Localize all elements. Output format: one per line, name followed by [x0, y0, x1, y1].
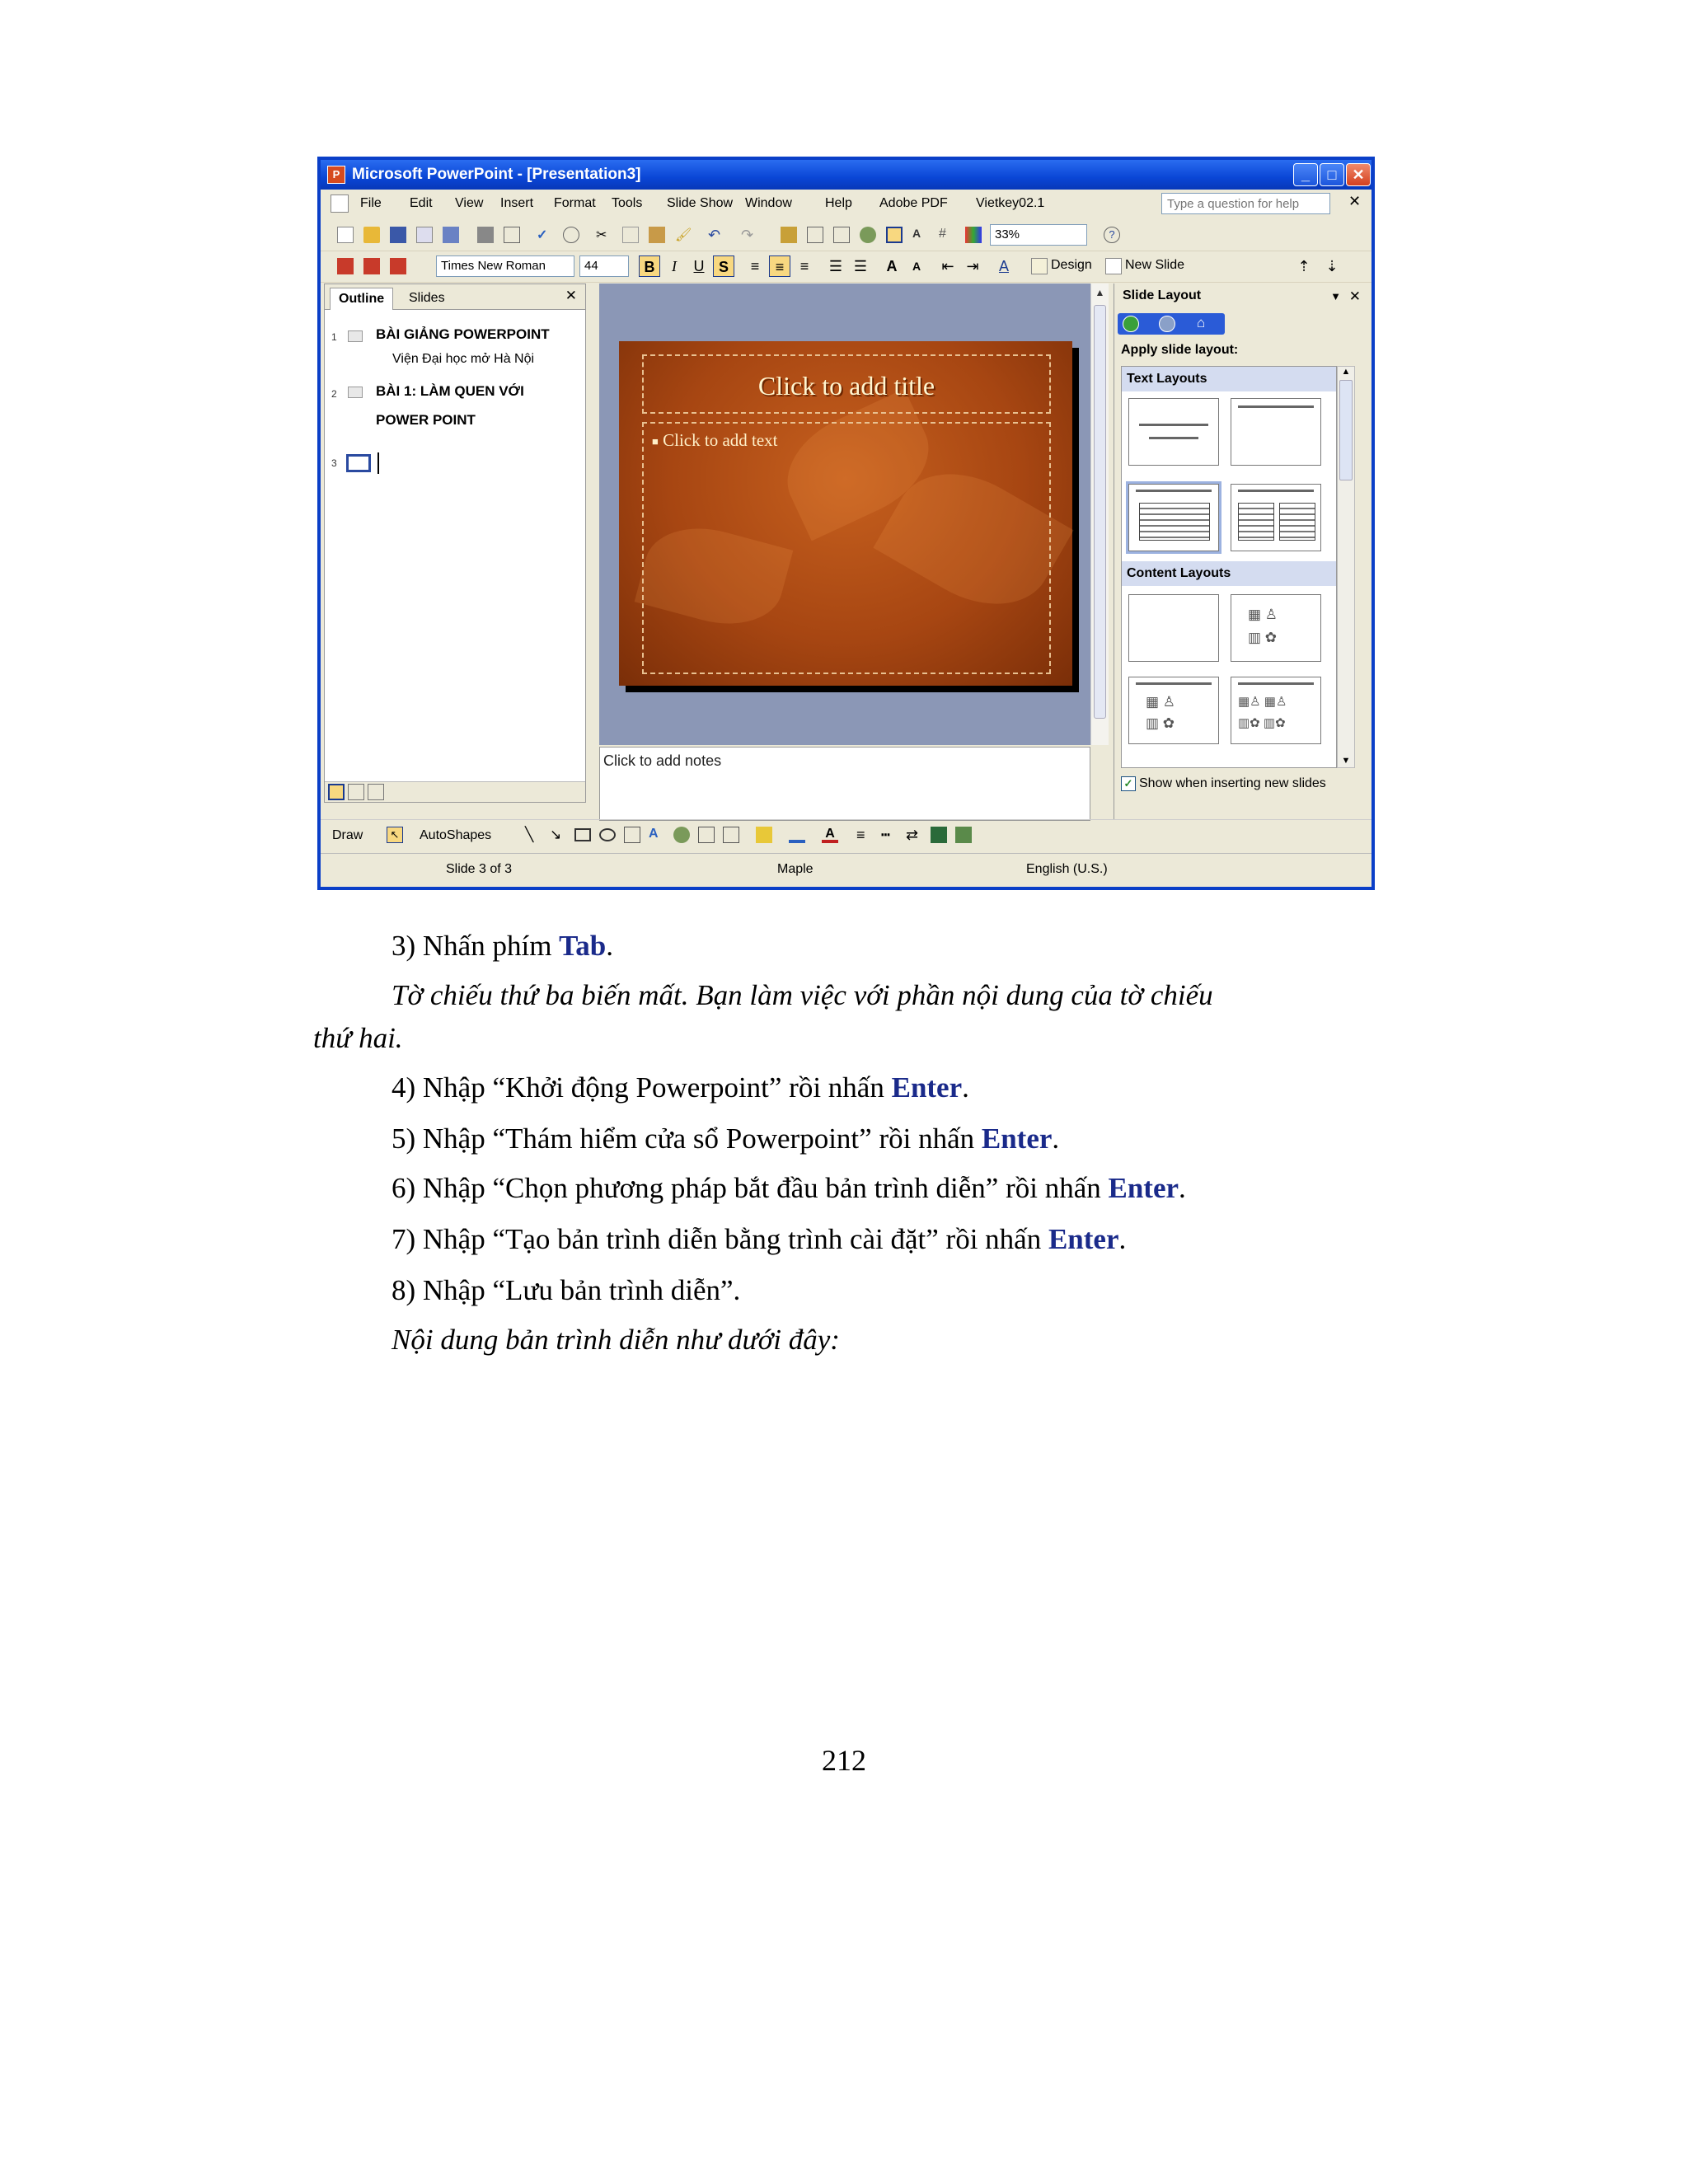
dash-style-icon[interactable]: ┅ — [881, 827, 890, 843]
layout-title-and-two-content[interactable] — [1231, 677, 1321, 744]
scroll-thumb[interactable] — [1094, 305, 1106, 719]
line-color-icon[interactable] — [789, 827, 805, 843]
slide-layout-task-pane — [1114, 284, 1369, 819]
outline-item-title[interactable]: BÀI 1: LÀM QUEN VỚI — [376, 383, 524, 399]
outline-tabs — [325, 284, 585, 310]
permission-icon[interactable] — [416, 227, 433, 243]
back-icon[interactable] — [1123, 316, 1139, 332]
layout-content[interactable] — [1231, 594, 1321, 662]
draw-menu-button[interactable]: Draw — [332, 828, 363, 842]
autoshapes-menu-button[interactable]: AutoShapes — [420, 828, 492, 842]
maximize-button[interactable]: □ — [1320, 163, 1344, 186]
shadow-button[interactable]: S — [713, 255, 734, 277]
convert-to-pdf-email-icon[interactable] — [363, 258, 380, 274]
italic-button[interactable]: I — [672, 258, 677, 274]
oval-icon[interactable] — [599, 828, 616, 841]
outline-item-subtitle[interactable]: POWER POINT — [376, 412, 476, 428]
slide-editing-area — [599, 284, 1090, 745]
3d-style-icon[interactable] — [955, 827, 972, 843]
print-preview-icon[interactable] — [504, 227, 520, 243]
slide-sorter-view-icon[interactable] — [348, 784, 364, 800]
window-title: Microsoft PowerPoint - [Presentation3] — [352, 166, 641, 183]
step-6 — [392, 1172, 1186, 1205]
bold-button[interactable]: B — [639, 255, 660, 277]
line-style-icon[interactable]: ≡ — [856, 827, 865, 843]
period: . — [1179, 1172, 1186, 1204]
standard-toolbar — [321, 219, 1372, 251]
notes-pane[interactable]: Click to add notes — [599, 747, 1090, 821]
wordart-icon[interactable]: A — [649, 827, 659, 841]
zoom-select[interactable]: 33% — [990, 224, 1087, 246]
color-grayscale-icon[interactable] — [965, 227, 982, 243]
menu-help[interactable]: Help — [825, 196, 852, 210]
insert-diagram-icon[interactable] — [860, 227, 876, 243]
task-pane-navigation — [1118, 313, 1225, 335]
slide-show-view-icon[interactable] — [368, 784, 384, 800]
task-pane-close-icon[interactable]: ✕ — [1348, 288, 1361, 304]
title-bar — [321, 160, 1372, 190]
step-4-text: 4) Nhập “Khởi động Powerpoint” rồi nhấn — [392, 1071, 892, 1104]
slide-icon — [348, 387, 363, 398]
align-left-icon[interactable]: ≡ — [750, 258, 760, 274]
diagram-icon[interactable] — [673, 827, 690, 843]
drawing-toolbar — [321, 819, 1372, 851]
powerpoint-window — [317, 157, 1375, 890]
home-icon[interactable]: ⌂ — [1197, 315, 1206, 330]
numbering-icon[interactable]: ☰ — [828, 258, 843, 274]
design-button[interactable]: Design — [1051, 258, 1092, 272]
period: . — [962, 1071, 969, 1104]
step-4 — [392, 1071, 969, 1104]
menu-tools[interactable]: Tools — [612, 196, 643, 210]
layout-list — [1121, 366, 1337, 768]
show-formatting-icon[interactable]: A — [912, 227, 921, 240]
powerpoint-app-icon: P — [327, 166, 345, 184]
research-icon[interactable] — [563, 227, 579, 243]
shadow-style-icon[interactable] — [931, 827, 947, 843]
email-icon[interactable] — [443, 227, 459, 243]
menu-view[interactable]: View — [455, 196, 484, 210]
rectangle-icon[interactable] — [574, 828, 591, 841]
step-5 — [392, 1122, 1059, 1155]
help-close-icon[interactable]: ✕ — [1348, 193, 1362, 209]
layout-title-and-content[interactable] — [1128, 677, 1219, 744]
design-icon[interactable] — [1031, 258, 1048, 274]
tab-slides[interactable]: Slides — [409, 291, 445, 305]
align-center-icon[interactable]: ≡ — [769, 255, 790, 277]
tab-key: Tab — [559, 930, 607, 962]
select-pointer-icon[interactable]: ↖ — [387, 827, 403, 843]
bullets-icon[interactable]: ☰ — [853, 258, 868, 274]
step-7 — [392, 1223, 1126, 1256]
text-box-icon[interactable] — [624, 827, 640, 843]
help-search-input[interactable] — [1161, 193, 1330, 214]
new-slide-button[interactable]: New Slide — [1125, 258, 1185, 272]
content-placeholder-icon: ▦♙ ▦♙ — [1238, 695, 1287, 709]
status-slide-count: Slide 3 of 3 — [446, 862, 513, 876]
content-layouts-header: Content Layouts — [1122, 561, 1336, 586]
layout-title-and-text[interactable] — [1128, 484, 1219, 551]
period: . — [1118, 1223, 1127, 1255]
arrow-style-icon[interactable]: ⇄ — [906, 827, 919, 843]
arrow-icon[interactable]: ↘ — [550, 827, 562, 842]
page-number: 212 — [822, 1744, 866, 1777]
expand-all-icon[interactable] — [886, 227, 903, 243]
scroll-thumb[interactable] — [1339, 380, 1353, 480]
convert-to-pdf-icon[interactable] — [337, 258, 354, 274]
move-up-icon[interactable]: ⇡ — [1297, 258, 1311, 274]
forward-icon[interactable] — [1159, 316, 1175, 332]
title-placeholder[interactable]: Click to add title — [642, 354, 1051, 414]
step-6-text: 6) Nhập “Chọn phương pháp bắt đầu bản trình diễn” rồi nhấn — [392, 1172, 1109, 1204]
status-language: English (U.S.) — [1026, 862, 1108, 876]
slide-canvas — [619, 341, 1072, 686]
spelling-icon[interactable]: ✓ — [537, 228, 548, 242]
fill-color-icon[interactable] — [756, 827, 772, 843]
body-placeholder-text: Click to add text — [663, 430, 778, 450]
font-color-draw-icon[interactable]: A — [822, 827, 838, 843]
close-button[interactable]: ✕ — [1346, 163, 1371, 186]
decrease-indent-icon[interactable]: ⇤ — [941, 258, 954, 274]
content-placeholder-icon: ▦ ♙ — [1146, 694, 1176, 710]
insert-table-icon[interactable] — [807, 227, 823, 243]
picture-icon[interactable] — [723, 827, 739, 843]
outline-item-number: 3 — [331, 457, 337, 469]
note-line-1: Tờ chiếu thứ ba biến mất. Bạn làm việc với phần nội dung của tờ chiếu — [392, 979, 1213, 1011]
menu-insert[interactable]: Insert — [500, 196, 534, 210]
formatting-toolbar — [321, 251, 1372, 283]
undo-icon[interactable]: ↶ — [708, 227, 721, 243]
step-3 — [392, 930, 613, 963]
outline-item-number: 2 — [331, 388, 337, 400]
format-painter-icon[interactable]: 🖌 — [675, 228, 692, 242]
content-placeholder-icon: ▥ ✿ — [1248, 630, 1278, 645]
align-right-icon[interactable]: ≡ — [799, 258, 809, 274]
outline-item-title[interactable]: BÀI GIẢNG POWERPOINT — [376, 326, 550, 342]
outline-close-icon[interactable]: ✕ — [565, 288, 577, 303]
save-icon[interactable] — [390, 227, 406, 243]
move-down-icon[interactable]: ⇣ — [1325, 258, 1339, 274]
apply-layout-label: Apply slide layout: — [1121, 343, 1239, 357]
decrease-font-icon[interactable]: A — [912, 260, 921, 273]
layout-blank[interactable] — [1128, 594, 1219, 662]
layout-list-scrollbar[interactable] — [1337, 366, 1355, 768]
bullet-icon: ■ — [652, 435, 659, 448]
copy-icon[interactable] — [622, 227, 639, 243]
content-placeholder-icon: ▥ ✿ — [1146, 715, 1175, 731]
minimize-button[interactable]: _ — [1293, 163, 1318, 186]
scroll-up-icon[interactable]: ▲ — [1095, 287, 1105, 298]
font-name-select[interactable]: Times New Roman — [436, 255, 574, 277]
new-slide-icon[interactable] — [1105, 258, 1122, 274]
status-design-name: Maple — [777, 862, 814, 876]
view-buttons — [325, 781, 585, 802]
normal-view-icon[interactable] — [328, 784, 345, 800]
enter-key: Enter — [891, 1071, 963, 1104]
task-pane-menu-icon[interactable]: ▼ — [1330, 290, 1341, 302]
step-8: 8) Nhập “Lưu bản trình diễn”. — [392, 1274, 741, 1306]
font-size-select[interactable]: 44 — [579, 255, 629, 277]
menu-edit[interactable]: Edit — [410, 196, 433, 210]
body-placeholder[interactable] — [642, 422, 1051, 674]
open-icon[interactable] — [363, 227, 380, 243]
tab-outline[interactable]: Outline — [330, 288, 393, 310]
convert-to-pdf-review-icon[interactable] — [390, 258, 406, 274]
slide-vertical-scrollbar[interactable] — [1090, 284, 1109, 745]
help-icon[interactable]: ? — [1104, 227, 1120, 243]
checkbox-checked-icon[interactable]: ✓ — [1121, 776, 1136, 791]
outline-item-number: 1 — [331, 331, 337, 343]
content-placeholder-icon: ▦ ♙ — [1248, 607, 1278, 622]
clip-art-icon[interactable] — [698, 827, 715, 843]
slide-icon — [348, 330, 363, 342]
increase-font-icon[interactable]: A — [886, 258, 898, 274]
line-icon[interactable]: ╲ — [525, 827, 534, 842]
document-icon — [331, 194, 349, 213]
layout-title-only[interactable] — [1231, 398, 1321, 466]
text-layouts-header: Text Layouts — [1122, 367, 1336, 391]
scroll-down-icon[interactable]: ▼ — [1341, 756, 1351, 766]
increase-indent-icon[interactable]: ⇥ — [966, 258, 979, 274]
outline-item-subtitle[interactable]: Viện Đại học mở Hà Nội — [392, 352, 535, 366]
underline-button[interactable]: U — [693, 258, 705, 274]
enter-key: Enter — [1048, 1223, 1119, 1255]
enter-key: Enter — [981, 1122, 1053, 1155]
layout-two-column-text[interactable] — [1231, 484, 1321, 551]
menu-file[interactable]: File — [360, 196, 382, 210]
new-icon[interactable] — [337, 227, 354, 243]
period: . — [1052, 1122, 1060, 1155]
insert-chart-icon[interactable] — [781, 227, 797, 243]
slide-icon-selected — [346, 454, 371, 472]
outline-pane — [324, 284, 586, 803]
menu-window[interactable]: Window — [745, 196, 792, 210]
closing-line: Nội dung bản trình diễn như dưới đây: — [392, 1324, 840, 1356]
show-when-inserting-label: Show when inserting new slides — [1139, 776, 1326, 791]
step-7-text: 7) Nhập “Tạo bản trình diễn bằng trình cài đặt” rồi nhấn — [392, 1223, 1048, 1255]
redo-icon[interactable]: ↷ — [741, 227, 754, 243]
text-cursor — [377, 452, 379, 474]
menu-vietkey[interactable]: Vietkey02.1 — [976, 196, 1045, 210]
enter-key: Enter — [1108, 1172, 1179, 1204]
status-bar — [321, 853, 1372, 887]
task-pane-title: Slide Layout — [1123, 288, 1202, 302]
period: . — [606, 930, 614, 962]
print-icon[interactable] — [477, 227, 494, 243]
step-3-text: 3) Nhấn phím — [392, 930, 560, 962]
font-color-icon[interactable]: A — [998, 258, 1009, 274]
paste-icon[interactable] — [649, 227, 665, 243]
scroll-up-icon[interactable]: ▲ — [1341, 367, 1351, 377]
cut-icon[interactable]: ✂ — [596, 228, 607, 242]
show-grid-icon[interactable]: # — [939, 227, 946, 241]
menu-adobe-pdf[interactable]: Adobe PDF — [879, 196, 948, 210]
note-line-2: thứ hai. — [313, 1022, 403, 1054]
content-placeholder-icon: ▥✿ ▥✿ — [1238, 716, 1286, 730]
menu-format[interactable]: Format — [554, 196, 596, 210]
show-when-inserting-checkbox[interactable] — [1121, 776, 1326, 791]
step-5-text: 5) Nhập “Thám hiểm cửa sổ Powerpoint” rồi nhấn — [392, 1122, 982, 1155]
layout-title-slide[interactable] — [1128, 398, 1219, 466]
tables-borders-icon[interactable] — [833, 227, 850, 243]
menu-slide-show[interactable]: Slide Show — [667, 196, 734, 210]
